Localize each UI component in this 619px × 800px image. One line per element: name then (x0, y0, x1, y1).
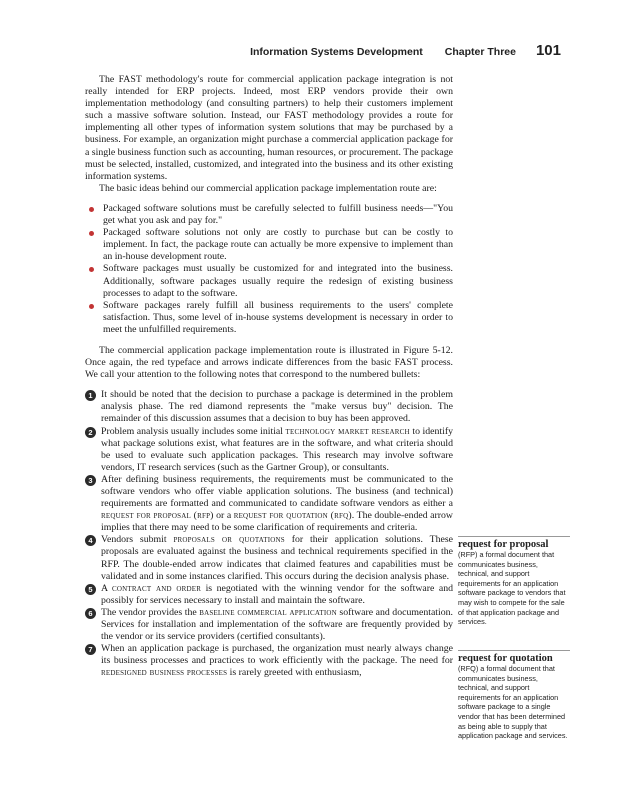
glossary-term: request for proposal (458, 539, 549, 550)
number-badge-icon: 5 (85, 584, 96, 595)
route-intro-paragraph: The commercial application package implementation route is illustrated in Figure 5-12. Once again, the red typeface and arrows indicate differences from the basic FAST process. We call your attention to the following notes that correspond to the numbered bullets: (85, 344, 453, 381)
list-item: 7 When an application package is purchased, the organization must nearly always change its business processes and practices to work efficiently with the package. The need for redesigned business processes is rarely greeted with enthusiasm, (85, 643, 453, 679)
bullet-icon (89, 267, 94, 272)
key-term: redesigned business processes (101, 667, 228, 679)
key-term: request for proposal (rfp) (101, 510, 214, 522)
key-term: request for quotation (rfq) (233, 510, 352, 522)
main-column (85, 74, 453, 680)
number-badge-icon: 6 (85, 608, 96, 619)
bullet-icon (89, 207, 94, 212)
list-item: Packaged software solutions not only are costly to purchase but can be costly to implement. In fact, the package route can actually be more expensive to implement than an in-house development route. (85, 227, 453, 263)
number-badge-icon: 1 (85, 390, 96, 401)
list-item: Packaged software solutions must be carefully selected to fulfill business needs—"You get what you ask and pay for." (85, 203, 453, 227)
number-badge-icon: 3 (85, 475, 96, 486)
number-badge-icon: 7 (85, 644, 96, 655)
list-item: 1 It should be noted that the decision to purchase a package is determined in the problem analysis phase. The red diamond represents the "make versus buy" decision. The remainder of this discussion assumes that a decision to buy has been approved. (85, 389, 453, 425)
bullet-icon (89, 231, 94, 236)
number-badge-icon: 2 (85, 427, 96, 438)
list-item: Software packages rarely fulfill all business requirements to the users' complete satisfaction. Thus, some level of in-house systems development is necessary in order to meet the unfulfilled requirements. (85, 300, 453, 336)
list-item: 2 Problem analysis usually includes some initial technology market research to identify what package solutions exist, what features are in the software, and what criteria should be used to evaluate such application packages. This research may involve software vendors, IT research services (such as the Gartner Group), or consultants. (85, 426, 453, 474)
numbered-notes (85, 389, 453, 679)
list-item: 3 After defining business requirements, the requirements must be communicated to the software vendors who offer viable application solutions. The business (and technical) requirements are formatted and communicated to candidate software vendors as either a request for proposal (rfp) or a request for quotation (rfq). The double-ended arrow implies that there may need to be some clarification of requirements and criteria. (85, 474, 453, 534)
chapter-label: Chapter Three (444, 46, 516, 58)
list-item: 6 The vendor provides the baseline commercial application software and documentation. Services for installation and implementation of the software are frequently provided by the vendor or its service providers (certified consultants). (85, 607, 453, 643)
key-term: baseline commercial application (199, 606, 337, 618)
route-ideas-lead: The basic ideas behind our commercial application package implementation route are: (99, 182, 437, 194)
section-title: Information Systems Development (250, 46, 423, 58)
key-term: proposals or quotations (173, 534, 285, 546)
glossary-rfp (458, 536, 570, 627)
ideas-bullet-list (85, 203, 453, 336)
glossary-rfq (458, 650, 570, 741)
glossary-definition: (RFP) a formal document that communicates business, technical, and support requirements for an application software package to vendors that may wish to compete for the sale of that application package and services. (458, 550, 566, 627)
page-number: 101 (535, 42, 561, 59)
glossary-definition: (RFQ) a formal document that communicates business, technical, and support requirements for an application software package to a single vendor that has been determined as being able to supply that application package and services. (458, 664, 568, 741)
list-item: 4 Vendors submit proposals or quotations for their application solutions. These proposals are evaluated against the business and technical requirements specified in the RFP. The double-ended arrow indicates that claimed features and capabilities must be validated and in some instances clarified. This occurs during the decision analysis phase. (85, 534, 453, 582)
glossary-term: request for quotation (458, 653, 553, 664)
bullet-icon (89, 304, 94, 309)
running-header (250, 42, 561, 59)
key-term: technology market research (285, 425, 410, 437)
list-item: 5 A contract and order is negotiated with the winning vendor for the software and possibly for services necessary to install and maintain the software. (85, 583, 453, 607)
number-badge-icon: 4 (85, 535, 96, 546)
key-term: contract and order (112, 582, 202, 594)
intro-paragraph: The FAST methodology's route for commercial application package integration is not really intended for ERP projects. Indeed, most ERP vendors provide their own implementation methodology (and consulting partners) to help their customers implement such a massive software solution. Instead, our FAST methodology provides a route for implementing all other types of information system solutions that may be purchased by a business. For example, an organization might purchase a commercial application package for a single business function such as accounting, human resources, or procurement. The package must be selected, installed, customized, and integrated into the business and its other existing information systems. (85, 74, 453, 182)
list-item: Software packages must usually be customized for and integrated into the business. Additionally, software packages usually require the redesign of existing business processes to adapt to the software. (85, 263, 453, 299)
